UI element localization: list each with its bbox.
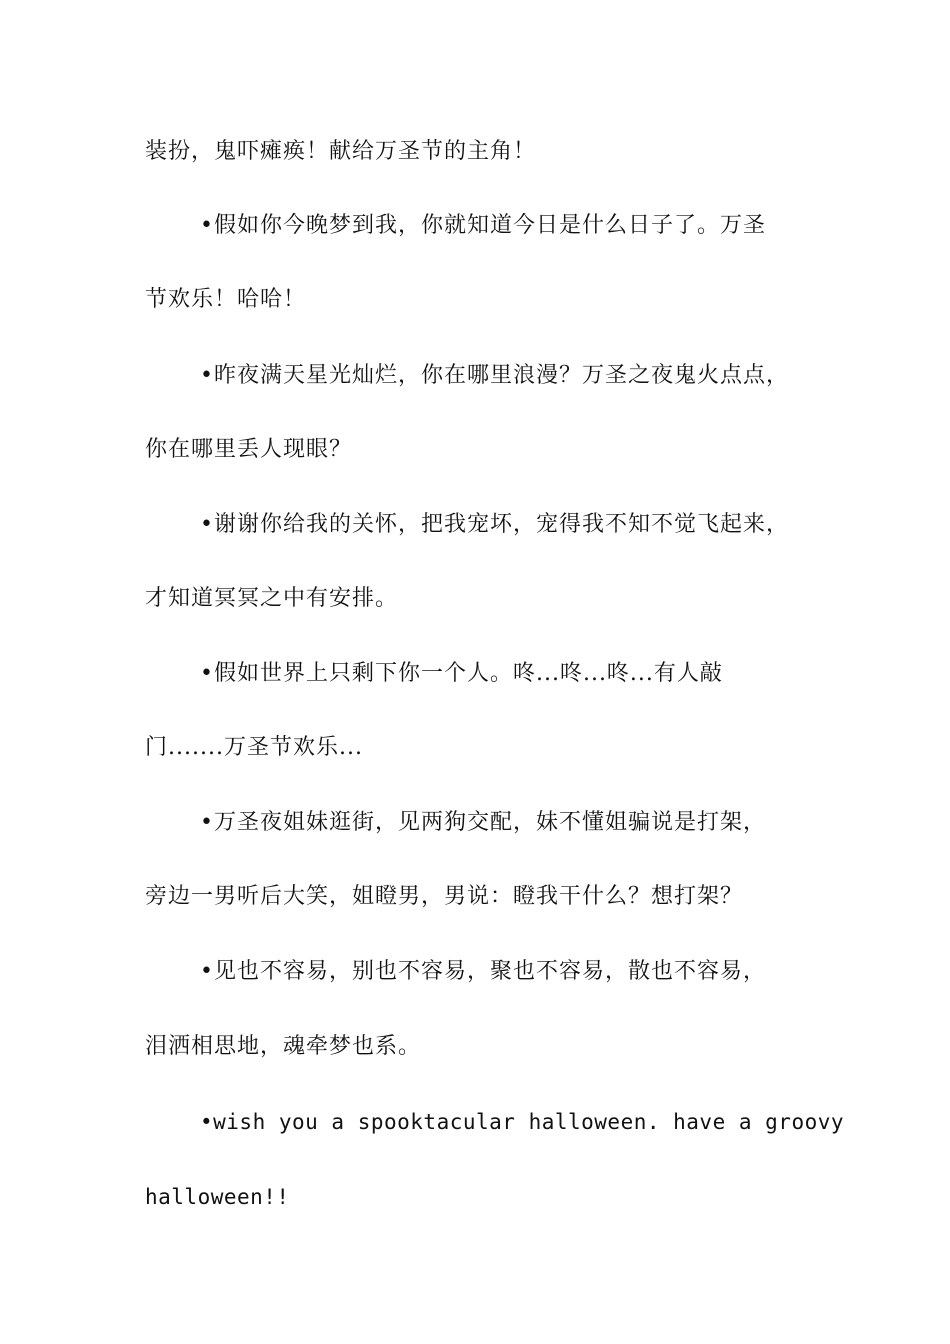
- text-line-7: 泪洒相思地，魂牵梦也系。: [145, 1034, 422, 1059]
- bullet-line-7: •wish you a spooktacular halloween. have a groovy: [200, 1110, 845, 1134]
- text-line-1: 装扮，鬼吓瘫痪！献给万圣节的主角！: [145, 139, 537, 164]
- bullet-line-4: •假如世界上只剩下你一个人。咚...咚...咚...有人敲: [200, 661, 723, 686]
- bullet-line-6: •见也不容易，别也不容易，聚也不容易，散也不容易，: [200, 959, 766, 984]
- bullet-line-1: •假如你今晚梦到我，你就知道今日是什么日子了。万圣: [200, 213, 766, 238]
- text-line-8: halloween!!: [145, 1185, 290, 1209]
- text-line-2: 节欢乐！哈哈！: [145, 287, 307, 312]
- bullet-line-3: •谢谢你给我的关怀，把我宠坏，宠得我不知不觉飞起来，: [200, 512, 789, 537]
- bullet-line-2: •昨夜满天星光灿烂，你在哪里浪漫？万圣之夜鬼火点点，: [200, 363, 789, 388]
- text-line-4: 才知道冥冥之中有安排。: [145, 586, 399, 611]
- text-line-6: 旁边一男听后大笑，姐瞪男，男说：瞪我干什么？想打架？: [145, 884, 744, 909]
- text-line-3: 你在哪里丢人现眼？: [145, 437, 353, 462]
- bullet-line-5: •万圣夜姐妹逛街，见两狗交配，妹不懂姐骗说是打架，: [200, 810, 766, 835]
- text-line-5: 门.......万圣节欢乐...: [145, 735, 363, 760]
